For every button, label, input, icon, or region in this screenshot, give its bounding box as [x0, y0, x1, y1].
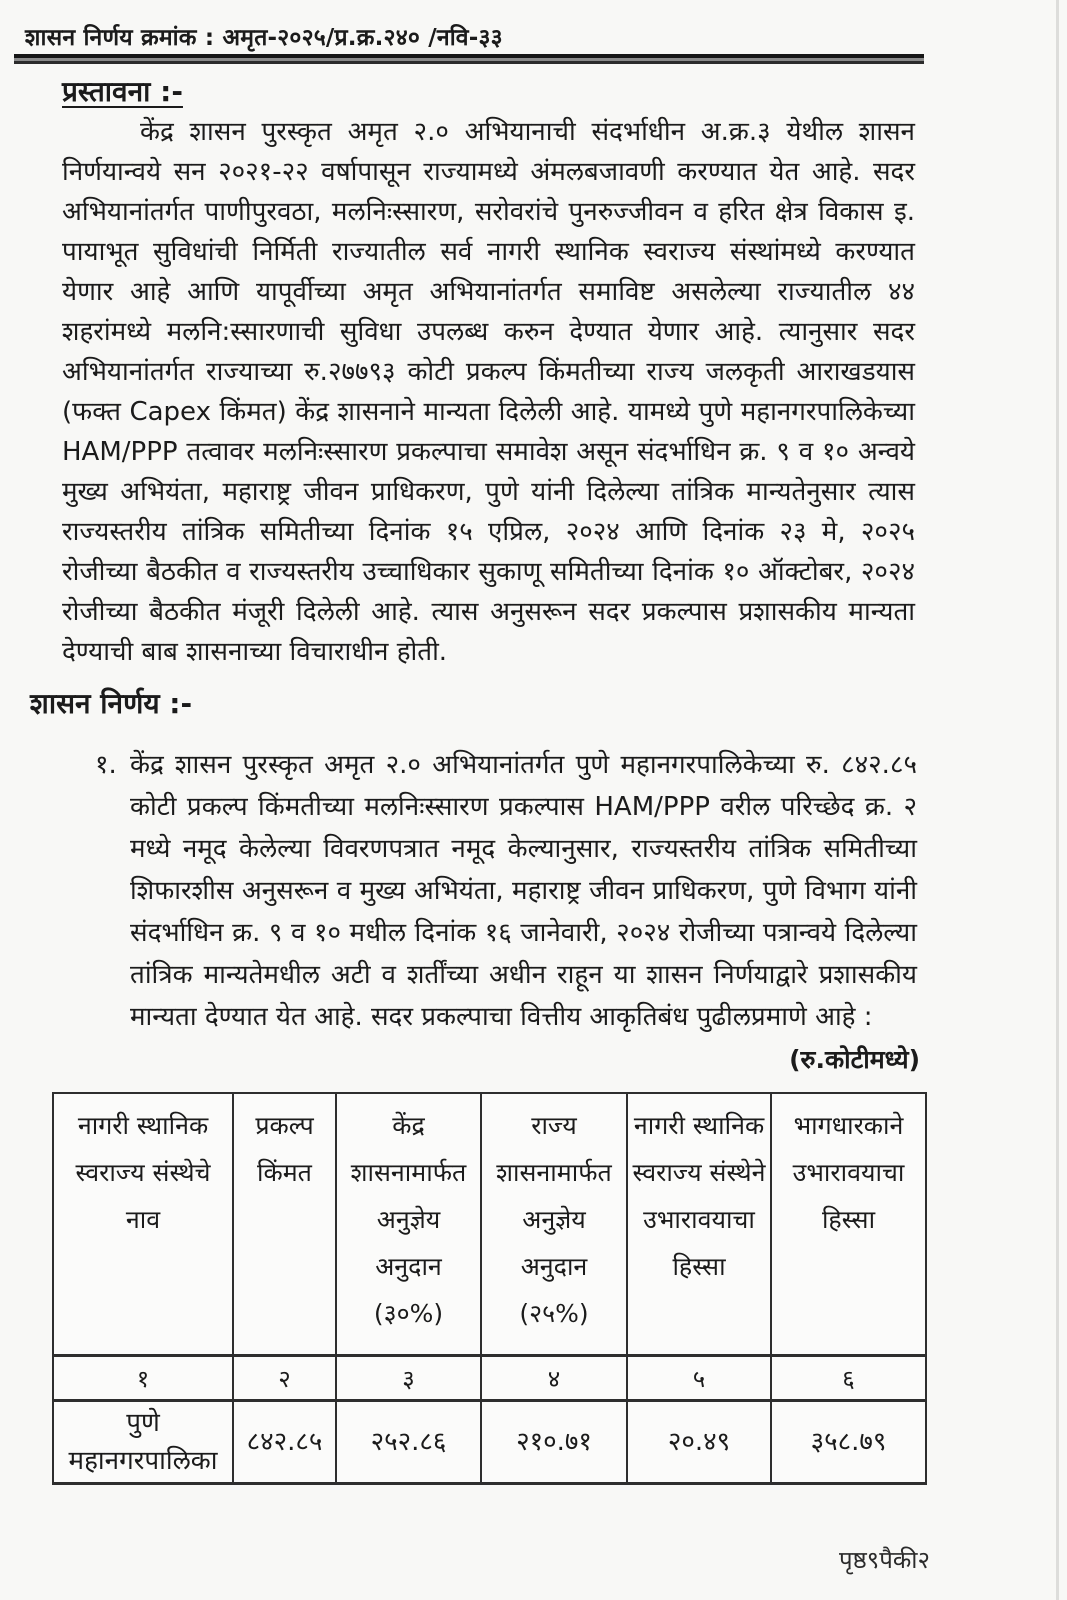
table-header-cell: प्रकल्प किंमत: [233, 1093, 336, 1356]
table-header-cell: नागरी स्थानिक स्वराज्य संस्थेने उभारावयाचा हिस्सा: [627, 1093, 771, 1356]
column-number-cell: ३: [336, 1356, 481, 1401]
page-number-label: पृष्ठ९पैकी२: [838, 1546, 930, 1574]
project-cost-cell: ८४२.८५: [233, 1401, 336, 1484]
table-header-cell: केंद्र शासनामार्फत अनुज्ञेय अनुदान (३०%): [336, 1093, 481, 1356]
column-number-cell: ६: [771, 1356, 926, 1401]
central-grant-cell: २५२.८६: [336, 1401, 481, 1484]
column-number-cell: १: [53, 1356, 233, 1401]
table-header-cell: नागरी स्थानिक स्वराज्य संस्थेचे नाव: [53, 1093, 233, 1356]
shasan-nirnay-heading: शासन निर्णय :-: [30, 687, 193, 720]
state-grant-cell: २१०.७१: [481, 1401, 627, 1484]
table-header-cell: राज्य शासनामार्फत अनुज्ञेय अनुदान (२५%): [481, 1093, 627, 1356]
column-number-cell: ४: [481, 1356, 627, 1401]
gr-number-line: शासन निर्णय क्रमांक : अमृत-२०२५/प्र.क्र.२४० /नवि-३३: [25, 25, 503, 51]
column-number-cell: ५: [627, 1356, 771, 1401]
decision-item-1: [95, 744, 917, 1038]
ulb-share-cell: २०.४९: [627, 1401, 771, 1484]
table-header-cell: भागधारकाने उभारावयाचा हिस्सा: [771, 1093, 926, 1356]
stakeholder-share-cell: ३५८.७९: [771, 1401, 926, 1484]
prastavana-paragraph: केंद्र शासन पुरस्कृत अमृत २.० अभियानाची संदर्भाधीन अ.क्र.३ येथील शासन निर्णयान्वये सन २०२१-२२ वर्षापासून राज्यामध्ये अंमलबजावणी करण्यात येत आहे. सदर अभियानांतर्गत पाणीपुरवठा, मलनिःस्सारण, सरोवरांचे पुनरुज्जीवन व हरित क्षेत्र विकास इ. पायाभूत सुविधांची निर्मिती राज्यातील सर्व नागरी स्थानिक स्वराज्य संस्थांमध्ये करण्यात येणार आहे आणि यापूर्वीच्या अमृत अभियानांतर्गत समाविष्ट असलेल्या राज्यातील ४४ शहरांमध्ये मलनि:स्सारणाची सुविधा उपलब्ध करुन देण्यात येणार आहे. त्यानुसार सदर अभियानांतर्गत राज्याच्या रु.२७७९३ कोटी प्रकल्प किंमतीच्या राज्य जलकृती आराखडयास (फक्त Capex किंमत) केंद्र शासनाने मान्यता दिलेली आहे. यामध्ये पुणे महानगरपालिकेच्या HAM/PPP तत्वावर मलनिःस्सारण प्रकल्पाचा समावेश असून संदर्भाधिन क्र. ९ व १० अन्वये मुख्य अभियंता, महाराष्ट्र जीवन प्राधिकरण, पुणे यांनी दिलेल्या तांत्रिक मान्यतेनुसार त्यास राज्यस्तरीय तांत्रिक समितीच्या दिनांक १५ एप्रिल, २०२४ आणि दिनांक २३ मे, २०२५ रोजीच्या बैठकीत व राज्यस्तरीय उच्चाधिकार सुकाणू समितीच्या दिनांक १० ऑक्टोबर, २०२४ रोजीच्या बैठकीत मंजूरी दिलेली आहे. त्यास अनुसरून सदर प्रकल्पास प्रशासकीय मान्यता देण्याची बाब शासनाच्या विचाराधीन होती.: [62, 117, 915, 667]
table-unit-note: (रु.कोटीमध्ये): [789, 1045, 920, 1074]
table-column-number-row: [53, 1356, 926, 1401]
decision-item-text: केंद्र शासन पुरस्कृत अमृत २.० अभियानांतर्गत पुणे महानगरपालिकेच्या रु. ८४२.८५ कोटी प्रकल्प किंमतीच्या मलनिःस्सारण प्रकल्पास HAM/PPP वरील परिच्छेद क्र. २ मध्ये नमूद केलेल्या विवरणपत्रात नमूद केल्यानुसार, राज्यस्तरीय तांत्रिक समितीच्या शिफारशीस अनुसरून व मुख्य अभियंता, महाराष्ट्र जीवन प्राधिकरण, पुणे विभाग यांनी संदर्भाधिन क्र. ९ व १० मधील दिनांक १६ जानेवारी, २०२४ रोजीच्या पत्रान्वये दिलेल्या तांत्रिक मान्यतेमधील अटी व शर्तींच्या अधीन राहून या शासन निर्णयाद्वारे प्रशासकीय मान्यता देण्यात येत आहे. सदर प्रकल्पाचा वित्तीय आकृतिबंध पुढीलप्रमाणे आहे :: [130, 750, 917, 1032]
prastavana-heading: प्रस्तावना :-: [62, 75, 183, 108]
table-header-row: [53, 1093, 926, 1356]
table-data-row: [53, 1401, 926, 1484]
ulb-name-cell: पुणे महानगरपालिका: [53, 1401, 233, 1484]
decision-item-number: १.: [95, 750, 117, 780]
column-number-cell: २: [233, 1356, 336, 1401]
financial-structure-table: [52, 1092, 927, 1485]
scan-edge-line: [1056, 0, 1059, 1600]
header-double-rule: [14, 54, 924, 64]
